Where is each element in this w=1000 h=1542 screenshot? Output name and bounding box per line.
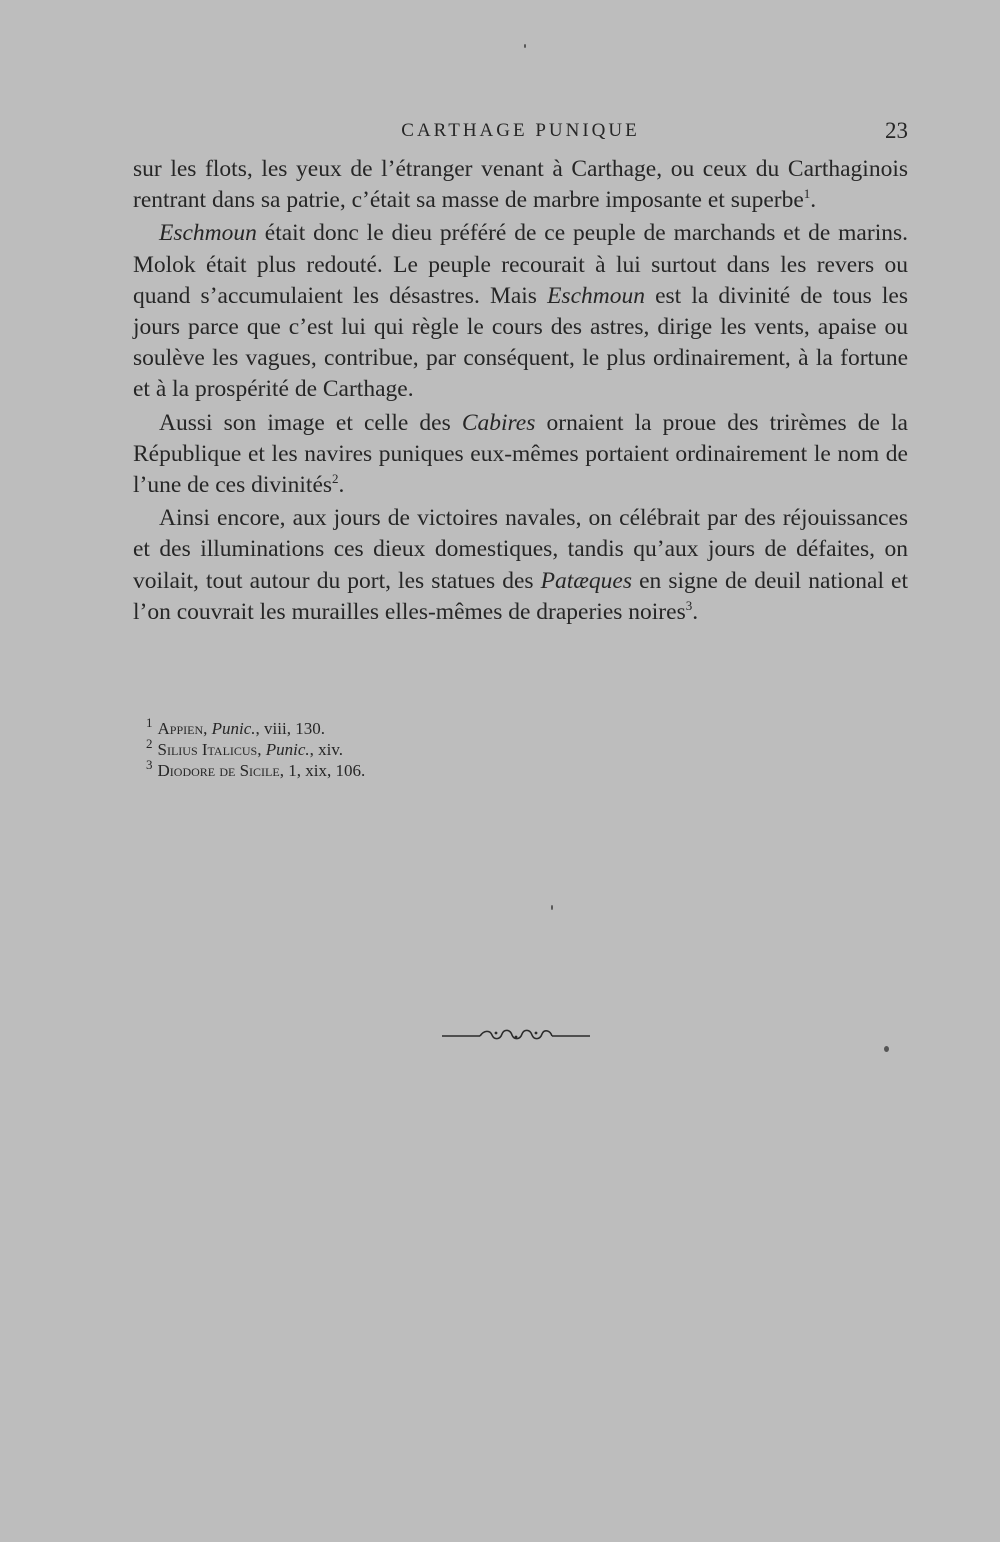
- paper-speck: [551, 905, 553, 910]
- paragraph-text: était donc le dieu préféré de ce peuple de marchands et de marins. Molok était plus redouté. Le peuple recourait à lui surtout dans les revers ou quand s’accumulaient les désastres. Mais: [133, 220, 908, 309]
- paragraph-tail: .: [692, 598, 699, 625]
- paragraph-text: ornaient la proue des trirèmes de la République et les navires puniques eux-mêmes portaient ordinairement le nom de l’une de ces divinités: [133, 409, 908, 499]
- ornament-divider-icon: [440, 1024, 592, 1046]
- paragraph-text: Ainsi encore, aux jours de victoires navales, on célébrait par des réjouissances et des illuminations ces dieux domestiques, tandis qu’aux jours de défaites, on voilait, tout autour du port, les statues des: [133, 505, 908, 594]
- footnote-ref: , xiv.: [309, 740, 344, 759]
- footnote-2: $^2$ Silius Italicus, Punic., xiv.: [146, 736, 344, 759]
- paragraph-tail: .: [810, 187, 817, 214]
- footnote-1: $^1$ Appien, Punic., viii, 130.: [146, 715, 325, 738]
- footnote-author: Appien: [157, 719, 204, 738]
- paragraph-1: [133, 154, 908, 216]
- footnote-number: 3: [146, 757, 153, 773]
- page-header: [133, 118, 908, 146]
- footnote-number: 2: [146, 736, 153, 752]
- body-text: [133, 154, 908, 628]
- footnote-3: [146, 757, 846, 781]
- paragraph-text: sur les flots, les yeux de l’étranger venant à Carthage, ou ceux du Carthaginois rentrant dans sa patrie, c’était sa masse de marbre imposante et superbe: [133, 156, 908, 214]
- paragraph-text: en signe de deuil national et l’on couvrait les murailles elles-mêmes de draperies noires: [133, 567, 908, 625]
- italic-term: Patæques: [540, 567, 633, 594]
- paper-speck: [524, 44, 526, 48]
- paragraph-tail: .: [338, 472, 345, 499]
- footnote-ref-1: 1: [803, 186, 811, 202]
- footnote-author: Diodore de Sicile: [157, 761, 280, 780]
- paragraph-2: [133, 218, 908, 405]
- footnotes: [146, 715, 846, 781]
- page-number: 23: [885, 118, 908, 143]
- footnote-ref-2: 2: [332, 471, 339, 487]
- italic-term: Eschmoun: [159, 220, 257, 247]
- footnote-work: Punic.: [211, 719, 256, 738]
- footnote-ref-3: 3: [685, 598, 693, 614]
- italic-term: Eschmoun: [547, 282, 645, 309]
- footnote-number: 1: [146, 715, 153, 731]
- footnote-ref: , 1, xix, 106.: [279, 761, 366, 780]
- paragraph-text: est la divinité de tous les jours parce que c’est lui qui règle le cours des astres, dirige les vents, apaise ou soulève les vagues, contribue, par conséquent, le plus ordinairement, à la fortune et à la prospérité de Carthage.: [133, 282, 909, 403]
- paragraph-4: [133, 503, 908, 628]
- paper-speck: [884, 1046, 889, 1052]
- footnote-ref: , viii, 130.: [255, 719, 325, 738]
- italic-term: Cabires: [461, 409, 536, 436]
- running-title: CARTHAGE PUNIQUE: [401, 120, 640, 141]
- footnote-work: Punic.: [265, 740, 310, 759]
- paragraph-text: Aussi son image et celle des: [159, 409, 462, 436]
- paragraph-3: [133, 408, 908, 502]
- footnote-author: Silius Italicus: [157, 740, 258, 759]
